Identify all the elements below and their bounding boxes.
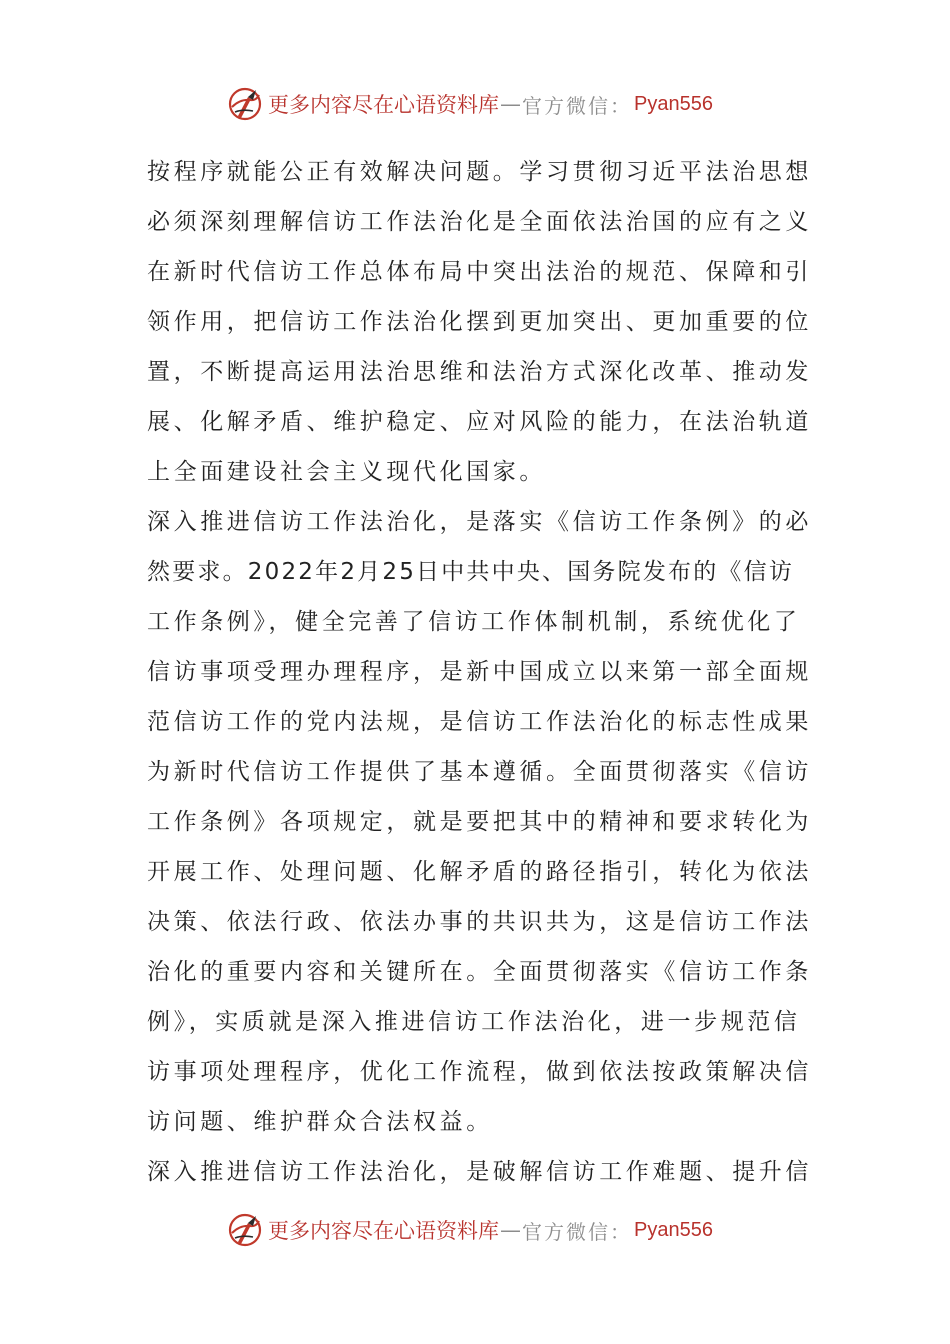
official-wechat-label: 官方微信： [522, 93, 632, 118]
official-wechat-label: 官方微信： [522, 1219, 632, 1244]
text-line: 工作条例》各项规定，就是要把其中的精神和要求转化为 [147, 809, 812, 835]
header-banner [226, 84, 713, 124]
text-line: 必须深刻理解信访工作法治化是全面依法治国的应有之义 [147, 209, 812, 235]
text-line: 领作用，把信访工作法治化摆到更加突出、更加重要的位 [147, 309, 812, 335]
wechat-id: Pyan556 [634, 92, 713, 115]
text-line: 展、化解矛盾、维护稳定、应对风险的能力，在法治轨道 [147, 409, 812, 435]
text-line: 为新时代信访工作提供了基本遵循。全面贯彻落实《信访 [147, 759, 812, 785]
document-body [147, 147, 812, 1197]
text-line: 访问题、维护群众合法权益。 [147, 1109, 493, 1135]
text-line: 置，不断提高运用法治思维和法治方式深化改革、推动发 [147, 359, 812, 385]
banner-separator: — [500, 92, 521, 116]
text-line: 上全面建设社会主义现代化国家。 [147, 459, 546, 485]
text-line: 深入推进信访工作法治化，是破解信访工作难题、提升信 [147, 1159, 812, 1185]
text-line: 例》，实质就是深入推进信访工作法治化，进一步规范信 [147, 1009, 801, 1035]
text-line: 治化的重要内容和关键所在。全面贯彻落实《信访工作条 [147, 959, 812, 985]
text-line: 决策、依法行政、依法办事的共识共为，这是信访工作法 [147, 909, 812, 935]
text-line: 在新时代信访工作总体布局中突出法治的规范、保障和引 [147, 259, 812, 285]
text-line: 范信访工作的党内法规，是信访工作法治化的标志性成果 [147, 709, 812, 735]
footer-banner [226, 1210, 713, 1250]
text-line: 访事项处理程序，优化工作流程，做到依法按政策解决信 [147, 1059, 812, 1085]
quill-logo-icon [226, 1211, 264, 1249]
text-line: 按程序就能公正有效解决问题。学习贯彻习近平法治思想 [147, 159, 812, 185]
quill-logo-icon [226, 85, 264, 123]
text-line: 深入推进信访工作法治化，是落实《信访工作条例》的必 [147, 509, 812, 535]
brand-text: 更多内容尽在心语资料库 [268, 1219, 499, 1243]
banner-separator: — [500, 1218, 521, 1242]
text-line: 信访事项受理办理程序，是新中国成立以来第一部全面规 [147, 659, 812, 685]
text-line: 开展工作、处理问题、化解矛盾的路径指引，转化为依法 [147, 859, 812, 885]
text-line: 工作条例》，健全完善了信访工作体制机制，系统优化了 [147, 609, 801, 635]
brand-text: 更多内容尽在心语资料库 [268, 93, 499, 117]
text-line: 然要求。2022年2月25日中共中央、国务院发布的《信访 [147, 559, 795, 585]
wechat-id: Pyan556 [634, 1218, 713, 1241]
